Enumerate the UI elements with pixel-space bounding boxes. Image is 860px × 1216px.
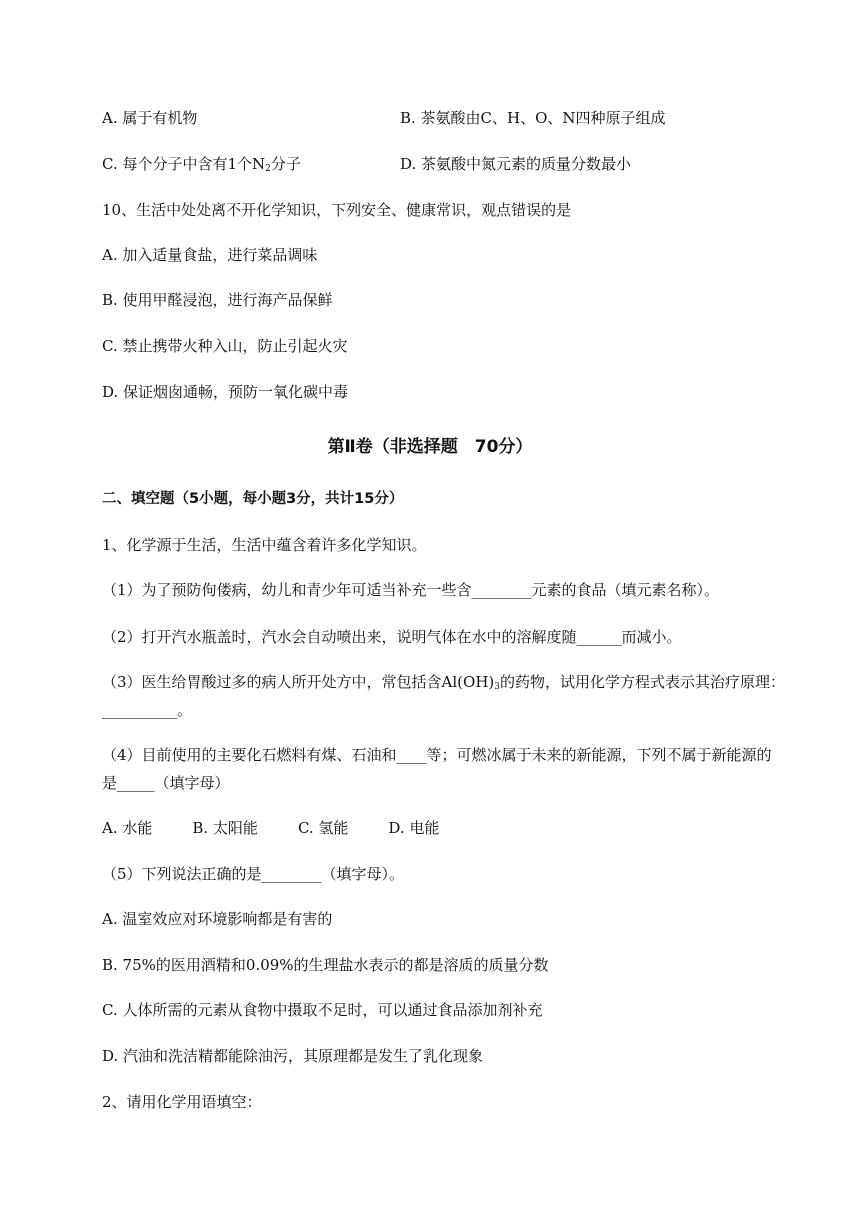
q9-option-c <box>102 154 301 174</box>
q2-stem: 2、请用化学用语填空： <box>102 1093 262 1111</box>
q1-sub5-option-b: B. 75%的医用酒精和0.09%的生理盐水表示的都是溶质的质量分数 <box>102 956 549 974</box>
q1-sub3-answer-blank: __________。 <box>102 701 193 719</box>
q9-option-c-tail: 分子 <box>270 155 301 173</box>
q1-sub4-option-a: A. 水能 <box>102 819 153 837</box>
q1-sub3 <box>102 672 785 692</box>
q1-sub1: （1）为了预防佝偻病，幼儿和青少年可适当补充一些含________元素的食品（填元素名称）。 <box>102 581 720 599</box>
q1-sub3-subscript: 3 <box>494 682 500 692</box>
q1-sub4-line1: （4）目前使用的主要化石燃料有煤、石油和____等；可燃冰属于未来的新能源，下列不属于新能源的 <box>102 746 772 764</box>
q1-sub4-options <box>102 818 439 838</box>
q10-option-b: B. 使用甲醛浸泡，进行海产品保鲜 <box>102 291 333 309</box>
q1-sub5-option-c: C. 人体所需的元素从食物中摄取不足时，可以通过食品添加剂补充 <box>102 1001 543 1019</box>
q1-sub4-option-b: B. 太阳能 <box>192 819 258 837</box>
q10-option-a: A. 加入适量食盐，进行菜品调味 <box>102 246 318 264</box>
q9-option-c-subscript: 2 <box>265 164 271 174</box>
q10-option-d: D. 保证烟囱通畅，预防一氧化碳中毒 <box>102 383 349 401</box>
q10-option-c: C. 禁止携带火种入山，防止引起火灾 <box>102 337 348 355</box>
q1-stem: 1、化学源于生活，生活中蕴含着许多化学知识。 <box>102 536 427 554</box>
q1-sub2: （2）打开汽水瓶盖时，汽水会自动喷出来，说明气体在水中的溶解度随______而减小。 <box>102 628 682 646</box>
q1-sub3-text: （3）医生给胃酸过多的病人所开处方中，常包括含Al(OH) <box>102 673 495 691</box>
q1-sub5-option-d: D. 汽油和洗洁精都能除油污，其原理都是发生了乳化现象 <box>102 1047 484 1065</box>
q1-sub4-line2: 是_____（填字母） <box>102 774 230 792</box>
q10-stem: 10、生活中处处离不开化学知识，下列安全、健康常识，观点错误的是 <box>102 201 572 219</box>
part-heading: 二、填空题（5小题，每小题3分，共计15分） <box>102 491 404 507</box>
q1-sub4-option-c: C. 氢能 <box>297 819 349 837</box>
q1-sub3-tail: 的药物，试用化学方程式表示其治疗原理： <box>500 673 786 691</box>
q9-option-c-text: C. 每个分子中含有1个N <box>102 155 266 173</box>
q9-option-a: A. 属于有机物 <box>102 109 198 127</box>
q9-option-d: D. 茶氨酸中氮元素的质量分数最小 <box>400 155 632 173</box>
q9-option-b: B. 茶氨酸由C、H、O、N四种原子组成 <box>400 109 666 127</box>
section-title: 第Ⅱ卷（非选择题 70分） <box>327 437 533 457</box>
q1-sub5-stem: （5）下列说法正确的是________（填字母）。 <box>102 865 405 883</box>
q1-sub4-option-d: D. 电能 <box>388 819 440 837</box>
q1-sub5-option-a: A. 温室效应对环境影响都是有害的 <box>102 910 333 928</box>
